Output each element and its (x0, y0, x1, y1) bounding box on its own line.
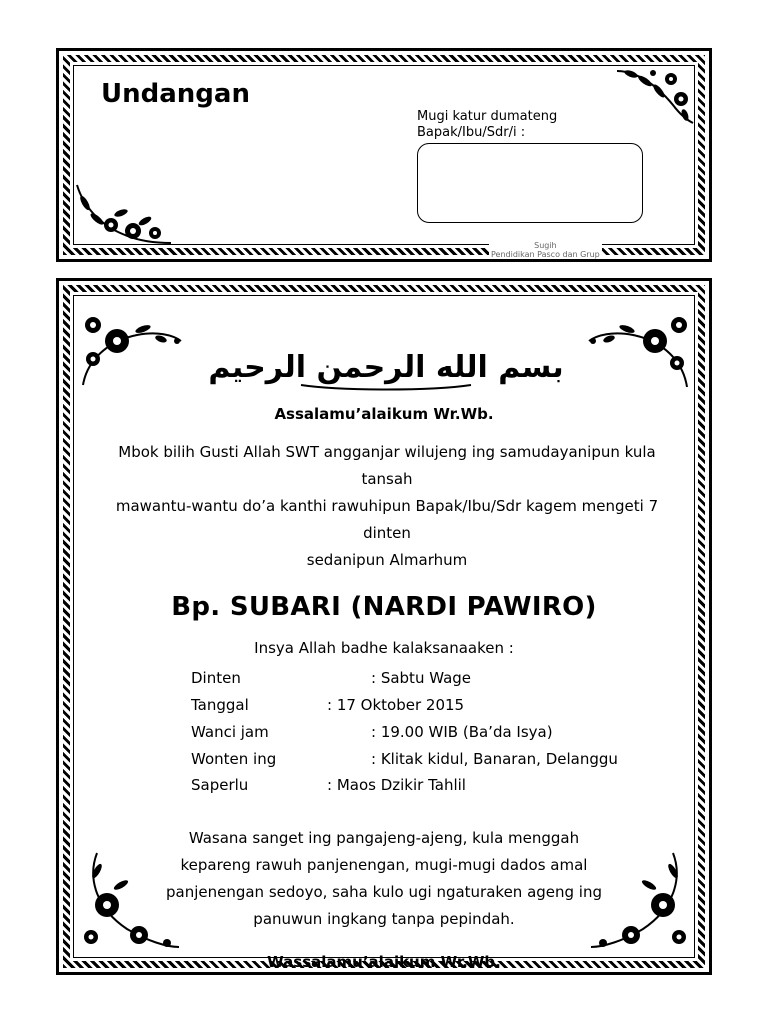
deceased-name: Bp. SUBARI (NARDI PAWIRO) (171, 592, 597, 622)
intro-line: mawantu-wantu do’a kanthi rawuhipun Bapak/Ibu/Sdr kagem mengeti 7 (115, 497, 659, 515)
detail-value: : Klitak kidul, Banaran, Delanggu (371, 750, 618, 768)
closing-line: Wasana sanget ing pangajeng-ajeng, kula menggah (188, 829, 580, 847)
floral-corner-bottom-left-icon (73, 181, 173, 249)
small-print-line1: Sugih (534, 241, 557, 250)
floral-corner-top-right-icon (583, 311, 693, 393)
intro-line: sedanipun Almarhum (306, 551, 468, 569)
small-print (489, 241, 602, 259)
detail-value: : 17 Oktober 2015 (327, 696, 465, 714)
detail-value: : Maos Dzikir Tahlil (327, 776, 466, 794)
closing-paragraph (59, 825, 709, 933)
intro-line: Mbok bilih Gusti Allah SWT angganjar wilujeng ing samudayanipun kula (118, 443, 656, 461)
basmala-text: بسم الله الرحمن الرحيم (208, 350, 564, 385)
intro-line: dinten (363, 524, 411, 542)
intro-line: tansah (361, 470, 413, 488)
floral-corner-top-left-icon (77, 311, 185, 391)
detail-value: : Sabtu Wage (371, 669, 472, 687)
detail-label: Dinten (191, 669, 241, 687)
schedule-intro: Insya Allah badhe kalaksanaaken : (254, 639, 514, 657)
closing-line: panjenengan sedoyo, saha kulo ugi ngaturaken ageng ing (165, 883, 603, 901)
detail-label: Tanggal (191, 696, 249, 714)
detail-label: Wanci jam (191, 723, 269, 741)
detail-label: Saperlu (191, 776, 249, 794)
invitation-card (56, 278, 712, 975)
recipient-label-line1: Mugi katur dumateng (417, 109, 558, 124)
envelope-title: Undangan (101, 79, 250, 109)
detail-label: Wonten ing (191, 750, 277, 768)
intro-paragraph (69, 439, 705, 574)
envelope-card (56, 48, 712, 262)
basmala-calligraphy (208, 335, 564, 399)
greeting: Assalamu’alaikum Wr.Wb. (274, 405, 494, 423)
farewell-greeting: Wassalamu’alaikum Wr.Wb. (267, 953, 501, 971)
closing-line: kepareng rawuh panjenengan, mugi-mugi dados amal (180, 856, 588, 874)
recipient-label (417, 109, 557, 141)
recipient-address-box[interactable] (417, 143, 643, 223)
floral-corner-top-right-icon (615, 65, 695, 127)
closing-line: panuwun ingkang tanpa pepindah. (253, 910, 515, 928)
detail-value: : 19.00 WIB (Ba’da Isya) (371, 723, 553, 741)
recipient-label-line2: Bapak/Ibu/Sdr/i : (417, 125, 526, 140)
small-print-line2: Pendidikan Pasco dan Grup (491, 250, 600, 259)
